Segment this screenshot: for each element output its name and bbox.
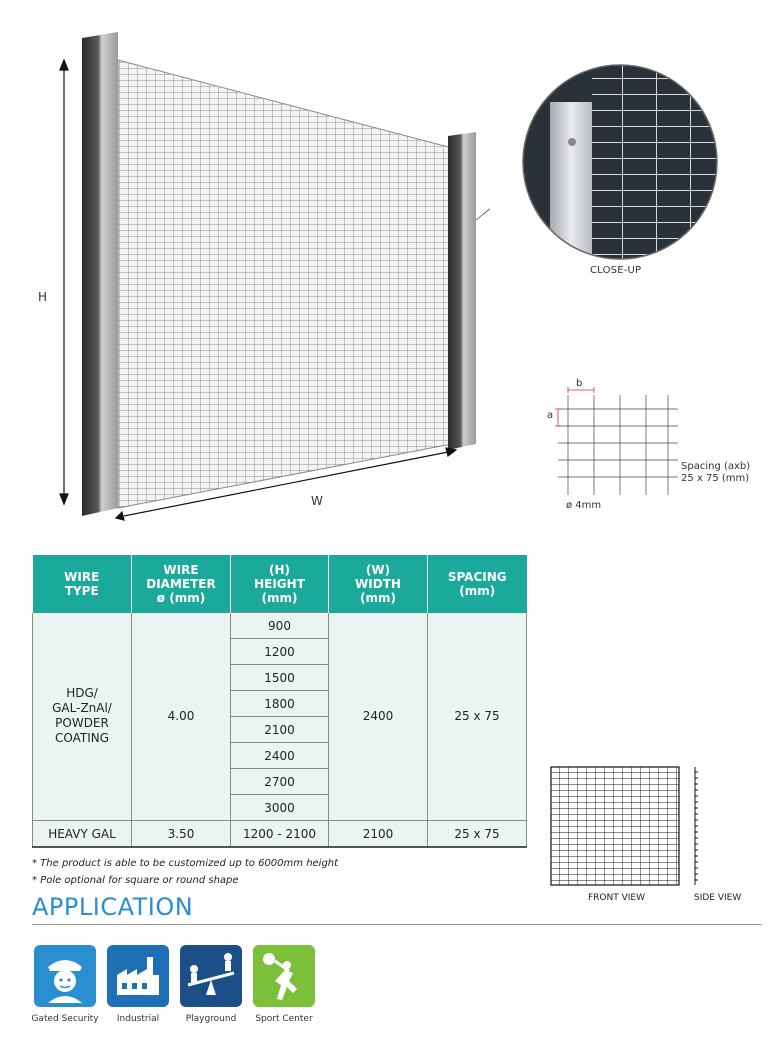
height-label: H bbox=[38, 290, 48, 304]
seesaw-icon bbox=[180, 945, 242, 1007]
application-title: APPLICATION bbox=[32, 893, 194, 921]
cell-spacing: 25 x 75 bbox=[428, 821, 527, 848]
cell-height: 2400 bbox=[231, 743, 329, 769]
spec-table bbox=[32, 555, 527, 848]
spacing-a-label: a bbox=[547, 410, 554, 421]
closeup-caption: CLOSE-UP bbox=[590, 265, 642, 276]
header-width: (W) WIDTH (mm) bbox=[329, 555, 428, 613]
cell-diameter: 4.00 bbox=[132, 613, 231, 821]
cell-height: 900 bbox=[231, 613, 329, 639]
security-guard-icon bbox=[34, 945, 96, 1007]
header-wire-type: WIRE TYPE bbox=[33, 555, 132, 613]
cell-height: 1200 - 2100 bbox=[231, 821, 329, 848]
cell-wire-type: HDG/ GAL-ZnAl/ POWDER COATING bbox=[33, 613, 132, 821]
note-pole: * Pole optional for square or round shape bbox=[32, 875, 239, 886]
table-row-heavy-gal bbox=[33, 821, 527, 848]
cell-height: 2100 bbox=[231, 717, 329, 743]
cell-width: 2100 bbox=[329, 821, 428, 848]
side-view-drawing bbox=[690, 766, 704, 888]
app-caption-playground: Playground bbox=[185, 1014, 237, 1024]
spacing-diagram bbox=[540, 375, 680, 505]
factory-icon bbox=[107, 945, 169, 1007]
note-customization: * The product is able to be customized up to 6000mm height bbox=[32, 858, 339, 869]
application-divider bbox=[32, 924, 762, 925]
fence-illustration bbox=[20, 20, 490, 530]
cell-spacing: 25 x 75 bbox=[428, 613, 527, 821]
table-header-row bbox=[33, 555, 527, 613]
right-post bbox=[448, 132, 476, 450]
cell-height: 1200 bbox=[231, 639, 329, 665]
header-spacing: SPACING (mm) bbox=[428, 555, 527, 613]
table-row bbox=[33, 613, 527, 639]
mesh-panel bbox=[118, 60, 452, 508]
spacing-b-label: b bbox=[576, 378, 583, 389]
front-view-caption: FRONT VIEW bbox=[588, 893, 646, 903]
left-post bbox=[82, 32, 118, 516]
wire-diameter-label: ø 4mm bbox=[566, 500, 602, 511]
header-height: (H) HEIGHT (mm) bbox=[231, 555, 329, 613]
cell-height: 1800 bbox=[231, 691, 329, 717]
cell-width: 2400 bbox=[329, 613, 428, 821]
cell-height: 3000 bbox=[231, 795, 329, 821]
width-label: W bbox=[311, 494, 323, 508]
header-wire-diameter: WIRE DIAMETER ø (mm) bbox=[132, 555, 231, 613]
closeup-image bbox=[520, 62, 720, 262]
app-caption-industrial: Industrial bbox=[116, 1014, 160, 1024]
front-view-drawing bbox=[550, 766, 682, 888]
app-caption-sport-center: Sport Center bbox=[255, 1014, 313, 1024]
cell-wire-type: HEAVY GAL bbox=[33, 821, 132, 848]
app-tile-gated-security bbox=[34, 945, 96, 1007]
cell-height: 1500 bbox=[231, 665, 329, 691]
basketball-player-icon bbox=[253, 945, 315, 1007]
closeup-pointer bbox=[476, 180, 490, 220]
cell-height: 2700 bbox=[231, 769, 329, 795]
app-tile-sport-center bbox=[253, 945, 315, 1007]
app-caption-gated-security: Gated Security bbox=[31, 1014, 99, 1024]
spacing-line1: Spacing (axb) bbox=[681, 461, 751, 472]
app-tile-playground bbox=[180, 945, 242, 1007]
height-arrow bbox=[60, 60, 68, 504]
side-view-caption: SIDE VIEW bbox=[694, 893, 742, 903]
app-tile-industrial bbox=[107, 945, 169, 1007]
spacing-line2: 25 x 75 (mm) bbox=[681, 473, 750, 484]
cell-diameter: 3.50 bbox=[132, 821, 231, 848]
